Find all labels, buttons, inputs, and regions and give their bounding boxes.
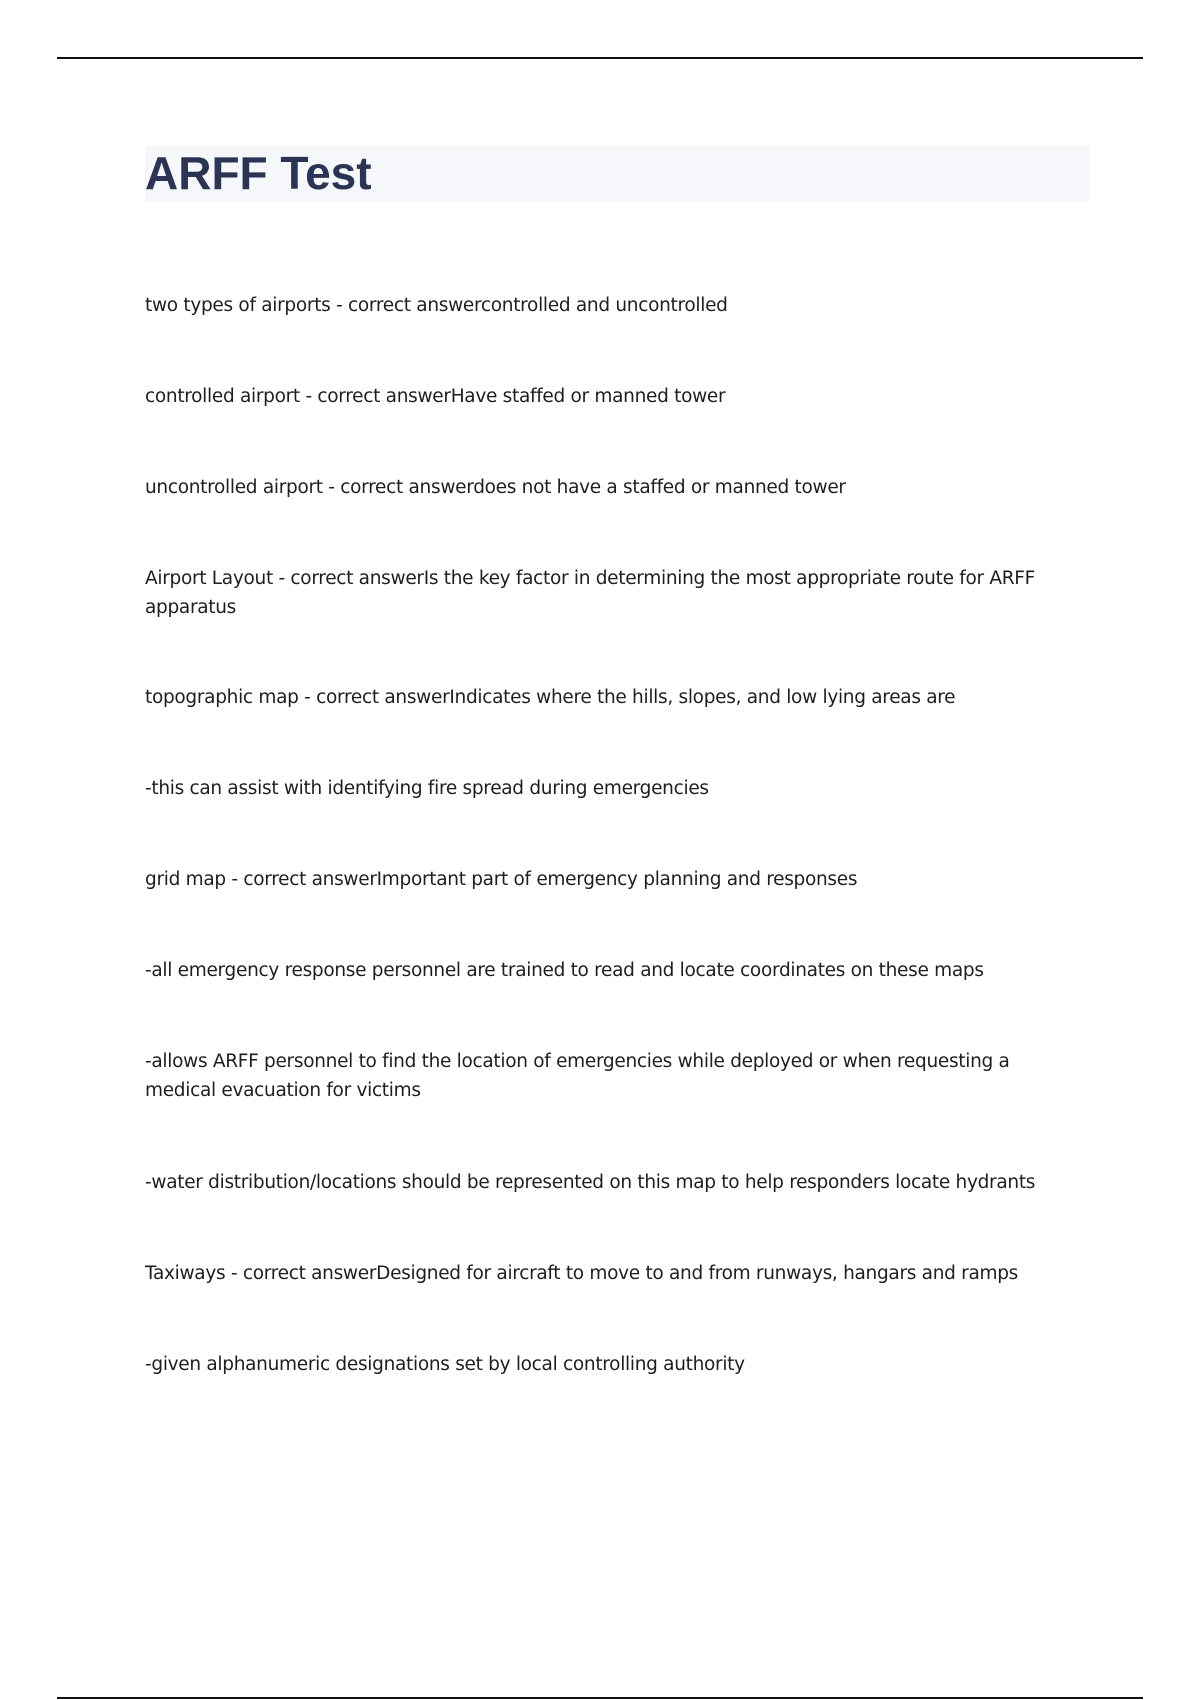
qa-entry: Airport Layout - correct answerIs the key factor in determining the most appropriate route for ARFF apparatus xyxy=(145,568,1035,618)
qa-entry: -given alphanumeric designations set by local controlling authority xyxy=(145,1354,745,1375)
qa-entry: grid map - correct answerImportant part of emergency planning and responses xyxy=(145,869,858,890)
qa-entry: two types of airports - correct answercontrolled and uncontrolled xyxy=(145,295,728,316)
qa-entry: Taxiways - correct answerDesigned for aircraft to move to and from runways, hangars and ramps xyxy=(145,1263,1019,1284)
qa-entry: -water distribution/locations should be represented on this map to help responders locate hydrants xyxy=(145,1172,1036,1193)
qa-entry: topographic map - correct answerIndicates where the hills, slopes, and low lying areas are xyxy=(145,687,956,708)
bottom-rule xyxy=(57,1697,1143,1699)
qa-entry: controlled airport - correct answerHave staffed or manned tower xyxy=(145,386,726,407)
qa-entry: -this can assist with identifying fire spread during emergencies xyxy=(145,778,709,799)
qa-entry: -allows ARFF personnel to find the location of emergencies while deployed or when requesting a medical evacuation for victims xyxy=(145,1051,1010,1101)
qa-entry: -all emergency response personnel are trained to read and locate coordinates on these maps xyxy=(145,960,984,981)
qa-entry: uncontrolled airport - correct answerdoes not have a staffed or manned tower xyxy=(145,477,846,498)
page-title: ARFF Test xyxy=(145,147,372,199)
top-rule xyxy=(57,57,1143,59)
